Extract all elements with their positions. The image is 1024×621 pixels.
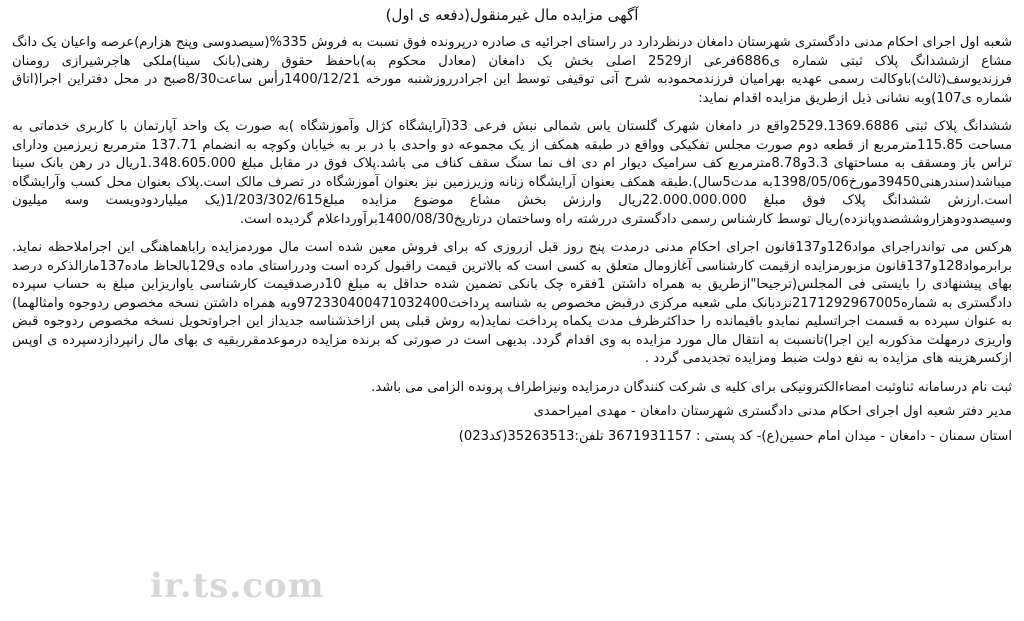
address-line: استان سمنان - دامغان - میدان امام حسین(ع)- کد پستی : 3671931157 تلفن:35263513(کد023) [458,428,1012,444]
signature-line: مدیر دفتر شعبه اول اجرای احکام مدنی دادگستری شهرستان دامغان - مهدی امیراحمدی [533,404,1012,419]
intro-paragraph: شعبه اول اجرای احکام مدنی دادگستری شهرستان دامغان درنظردارد در راستای اجرائیه ی صادره درپرونده فوق نسبت به فروش 335%(سیصدوسی وپنج هزارم)عرصه واعیان یک دانگ مشاع ازششدانگ پلاک ثبتی شماره ی6886فرعی از2529 اصلی بخش یک دامغان (معادل محکوم به)باحفظ حقوق رهنی(بانک سینا)ملکی هاجرشیرازی رومنان فرزندیوسف(ثالث)باوکالت رسمی عهدیه بهرامیان فرزندمحمودبه شرح آتی توقیفی توسط این اجرادرروزشنبه مورخه 1400/12/21رأس ساعت8/30صبح در محل دفتراین اجرا(اتاق شماره ی107)وبه نشانی ذیل ازطریق مزایده اقدام نماید: [12,35,1012,106]
site-watermark: ir.ts.com [150,566,325,606]
registration-notice: ثبت نام درسامانه ثناوثبت امضاءالکترونیکی برای کلیه ی شرکت کنندگان درمزایده ونیزاطراف پرونده الزامی می باشد. [371,379,1012,395]
property-description-paragraph: ششدانگ پلاک ثبتی 2529.1369.6886واقع در دامغان شهرک گلستان یاس شمالی نبش فرعی 33(آرایشگاه کژال وآموزشگاه )به صورت یک واحد آپارتمان با کاربری خدماتی به مساحت 115.85مترمربع از قطعه دوم صورت مجلس تفکیکی وواقع در طبقه همکف از یک مجموعه دو واحدی با در بر به خیابان وکوچه به انضمام 137.71 مترمربع زیرزمین ودارای تراس باز ومسقف به مساحتهای 3.3و8.78مترمربع کف سرامیک دیوار ام دی اف نما سنگ سقف کناف می باشد.پلاک فوق در مقابل مبلغ 1.348.605.000ریال در رهن بانک سینا میباشد(سندرهنی39450مورخ1398/05/06به مدت5سال).طبقه همکف بعنوان آرایشگاه زنانه وزیرزمین نیز بعنوان آموزشگاه در تصرف مالک است.پلاک بعنوان محل کسب وآرایشگاه است.ارزش ششدانگ پلاک فوق مبلغ 22.000.000.000ریال وارزش بخش مشاع موضوع مزایده مبلغ1/203/302/615(یک میلیاردودویست وسه میلیون وسیصدودوهزاروششصدوپانزده)ریال توسط کارشناس رسمی دادگستری دررشته راه وساختمان درتاریخ1400/08/30برآورداعلام گردیده است. [12,119,1013,227]
auction-terms-paragraph: هرکس می تواندراجرای مواد126و137قانون اجرای احکام مدنی درمدت پنج روز قبل ازروزی که برای فروش معین شده است مال موردمزایده راباهماهنگی این اجراملاحظه نماید. برابرمواد128و137قانون مزبورمزایده ازقیمت کارشناسی آغازومال متعلق به کسی است که بالاترین قیمت راقبول کرده است ودرراستای ماده ی129بالحاظ ماده137مارالذکره درصد بهای پیشنهادی را بایستی فی المجلس(ترجیحا"ازطریق به همراه داشتن 1فقره چک بانکی تضمین شده حداقل به مبلغ 10درصدقیمت کارشناسی یاواریزاین مبلغ به حساب سپرده دادگستری به شماره2171292967005نزدبانک ملی شعبه مرکزی درقبض مخصوص به شناسه پرداخت972330400471032400وبه همراه داشتن نسخه مخصوص ردوجوه وامثالهما) به عنوان سپرده به قسمت اجراتسلیم نمایدو باقیمانده را حداکثرظرف مدت یکماه پرداخت نماید(به روش قبلی پس ازاخذشناسه جدیداز این اجراوتحویل نسخه مخصوص ردوجوه قبض واریزی درمهلت مذکوربه این اجرا)تانسبت به انتقال مال مورد مزایده به وی اقدام گردد. بدیهی است در صورتی که برنده مزایده درموعدمقرربقیه ی بهای مال رانپردازدسپرده ی اوپس ازکسرهزینه های مزایده به نفع دولت ضبط ومزایده تجدیدمی گردد . [12,240,1013,366]
notice-title: آگهی مزایده مال غیرمنقول(دفعه ی اول) [385,6,639,24]
